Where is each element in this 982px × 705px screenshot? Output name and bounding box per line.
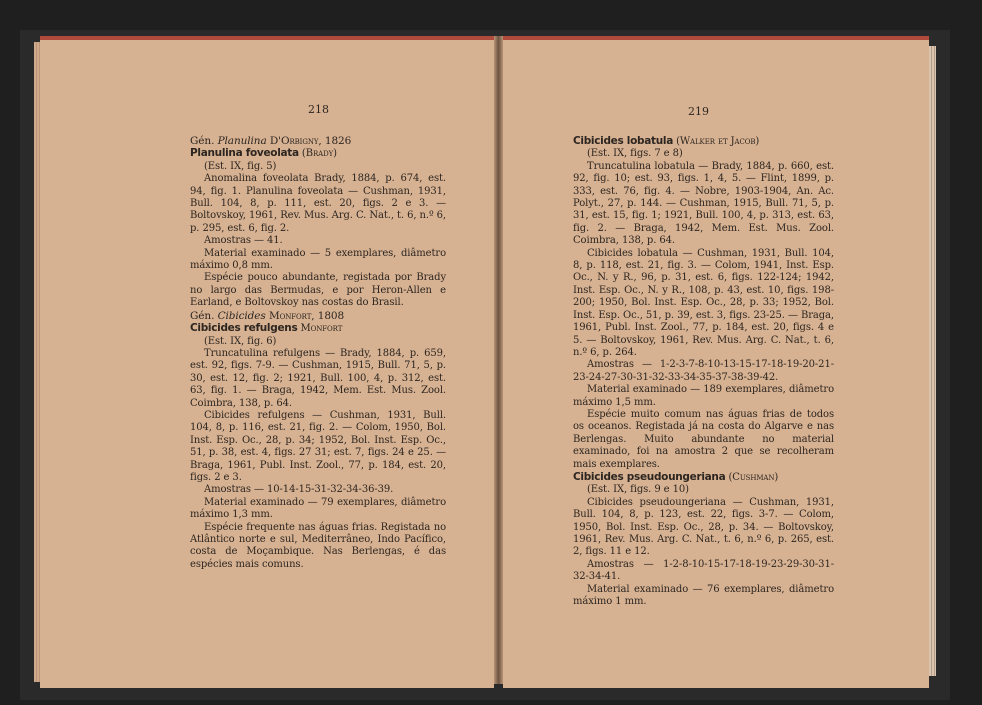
page-number: 219 <box>688 105 709 118</box>
left-page <box>40 36 494 688</box>
plate-reference: (Est. IX, fig. 5) <box>204 160 277 172</box>
synonymy: Cibicides pseudoungeriana — Cushman, 1931, Bull. 104, 8, p. 123, est. 22, figs. 3-7. — Colom, 1950, Bol. Inst. Esp. Oc., 28, p. 34. — Boltovskoy, 1961, Rev. Mus. Arg. C. Nat., t. 6, n.º 6, p. 265, est. 2, figs. 11 e 12. <box>573 496 834 558</box>
notes: Espécie pouco abundante, registada por Brady no largo das Bermudas, e por Heron-Allen e Earland, e Boltovskoy nas costas do Brasil. <box>190 272 446 309</box>
synonymy: Cibicides refulgens — Cushman, 1931, Bull. 104, 8, p. 116, est. 21, fig. 2. — Colom, 1950, Bol. Inst. Esp. Oc., 28, p. 34; 1952, Bol. Inst. Esp. Oc., 51, p. 38, est. 4, figs. 27 31; est. 7, figs. 24 e 25. — Braga, 1961, Publ. Inst. Zool., 77, p. 184, est. 20, figs. 2 e 3. <box>190 409 446 483</box>
amostras: Amostras — 1-2-8-10-15-17-18-19-23-29-30-31-32-34-41. <box>573 558 834 583</box>
amostras: Amostras — 10-14-15-31-32-34-36-39. <box>204 484 394 496</box>
amostras: Amostras — 1-2-3-7-8-10-13-15-17-18-19-20-21-23-24-27-30-31-32-33-34-35-37-38-39-42. <box>573 359 834 383</box>
left-page-text <box>190 135 446 571</box>
material: Material examinado — 189 exemplares, diâmetro máximo 1,5 mm. <box>573 384 834 408</box>
material: Material examinado — 5 exemplares, diâmetro máximo 0,8 mm. <box>190 247 446 272</box>
plate-reference: (Est. IX, figs. 7 e 8) <box>587 148 683 160</box>
synonymy: Anomalina foveolata Brady, 1884, p. 674, est. 94, fig. 1. Planulina foveolata — Cushman, 1931, Bull. 104, 8, p. 111, est. 20, figs. 2 e 3. — Boltovskoy, 1961, Rev. Mus. Arg. C. Nat., t. 6, n.º 6, p. 295, est. 6, fig. 2. <box>190 173 446 234</box>
plate-reference: (Est. IX, fig. 6) <box>204 335 277 347</box>
right-page-text <box>573 135 834 608</box>
material: Material examinado — 79 exemplares, diâmetro máximo 1,3 mm. <box>190 496 446 521</box>
amostras: Amostras — 41. <box>204 235 283 247</box>
genus-heading: Gén. Planulina D'Orbigny, 1826 <box>190 135 352 147</box>
species-heading: Cibicides pseudoungeriana (Cushman) <box>573 470 779 483</box>
book-gutter <box>494 36 503 684</box>
species-heading: Planulina foveolata (Brady) <box>190 147 337 160</box>
genus-heading: Gén. Cibicides Monfort, 1808 <box>190 309 345 322</box>
notes: Espécie frequente nas águas frias. Registada no Atlântico norte e sul, Mediterrâneo, Indo Pacífico, costa de Moçambique. Nas Berlengas, é das espécies mais comuns. <box>190 521 446 570</box>
material: Material examinado — 76 exemplares, diâmetro máximo 1 mm. <box>573 583 834 608</box>
page-number: 218 <box>308 103 329 116</box>
plate-reference: (Est. IX, figs. 9 e 10) <box>587 484 689 496</box>
synonymy: Truncatulina refulgens — Brady, 1884, p. 659, est. 92, figs. 7-9. — Cushman, 1915, Bull. 71, 5, p. 30, est. 12, fig. 2; 1921, Bull. 100, 4, p. 312, est. 63, fig. 1. — Braga, 1942, Mem. Est. Mus. Zool. Coimbra, 138, p. 64. <box>190 347 446 409</box>
notes: Espécie muito comum nas águas frias de todos os oceanos. Registada já na costa do Algarve e nas Berlengas. Muito abundante no material examinado, foi na amostra 2 que se recolheram mais exemplares. <box>573 408 834 470</box>
synonymy: Cibicides lobatula — Cushman, 1931, Bull. 104, 8, p. 118, est. 21, fig. 3. — Colom, 1941, Inst. Esp. Oc., N. y R., 96, p. 31, est. 6, figs. 122-124; 1942, Inst. Esp. Oc., N. y R., 108, p. 43, est. 10, figs. 198-200; 1950, Bol. Inst. Esp. Oc., 28, p. 33; 1952, Bol. Inst. Esp. Oc., 51, p. 39, est. 3, figs. 23-25. — Braga, 1961, Publ. Inst. Zool., 77, p. 184, est. 20, figs. 4 e 5. — Boltovskoy, 1961, Rev. Mus. Arg. C. Nat., t. 6, n.º 6, p. 264. <box>573 247 834 358</box>
synonymy: Truncatulina lobatula — Brady, 1884, p. 660, est. 92, fig. 10; est. 93, figs. 1, 4, 5. — Flint, 1899, p. 333, est. 76, fig. 4. — Nobre, 1903-1904, An. Ac. Polyt., 27, p. 144. — Cushman, 1915, Bull. 71, 5, p. 31, est. 15, fig. 1; 1921, Bull. 100, 4, p. 313, est. 63, fig. 2. — Braga, 1942, Mem. Est. Mus. Zool. Coimbra, 138, p. 64. <box>573 160 834 247</box>
species-heading: Cibicides refulgens Monfort <box>190 322 343 335</box>
right-page <box>503 36 929 688</box>
species-heading: Cibicides lobatula (Walker et Jacob) <box>573 135 760 147</box>
